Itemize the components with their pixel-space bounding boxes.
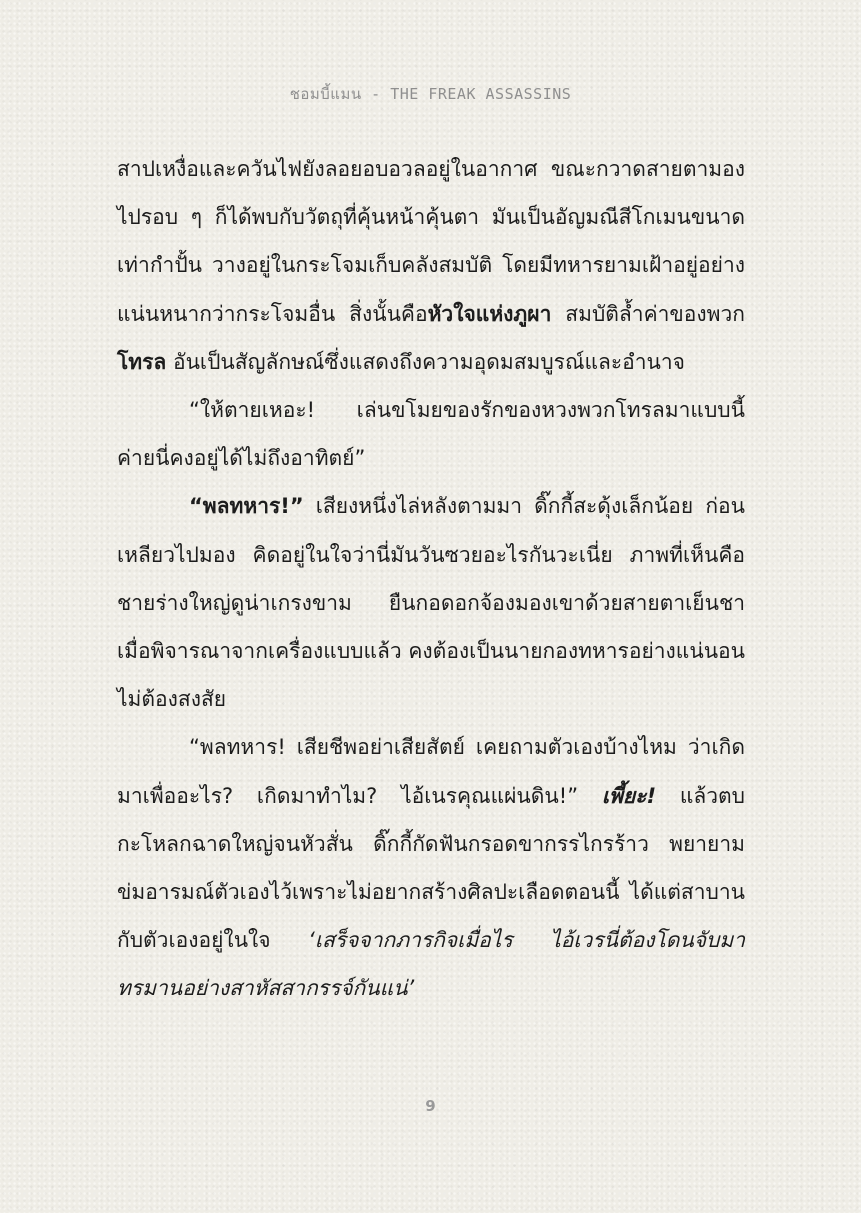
text-run: เพี้ยะ! — [601, 783, 657, 808]
text-run: “พลทหาร! เสียชีพอย่าเสียสัตย์ เคยถามตัวเองบ้างไหม ว่าเกิดมาเพื่ออะไร? เกิดมาทำไม? ไอ้เนรคุณแผ่นดิน!” — [117, 735, 745, 808]
paragraph — [117, 482, 745, 723]
paragraph — [117, 145, 745, 386]
paragraph — [117, 386, 745, 482]
body-text — [117, 145, 745, 1013]
text-run: “พลทหาร!” — [189, 494, 304, 519]
text-run: “ให้ตายเหอะ! เล่นขโมยของรักของหวงพวกโทรลมาแบบนี้ ค่ายนี่คงอยู่ได้ไม่ถึงอาทิตย์” — [117, 398, 745, 471]
text-run: ‘เสร็จจากภารกิจเมื่อไร ไอ้เวรนี่ต้องโดนจับมาทรมานอย่างสาหัสสากรรจ์กันแน่’ — [117, 928, 745, 1001]
text-run: หัวใจแห่งภูผา — [427, 301, 552, 326]
text-run: เสียงหนึ่งไล่หลังตามมา ดิ๊กกี้สะดุ้งเล็กน้อย ก่อนเหลียวไปมอง คิดอยู่ในใจว่านี่มันวันซวยอะไรกันวะเนี่ย ภาพที่เห็นคือชายร่างใหญ่ดูน่าเกรงขาม ยืนกอดอกจ้องมองเขาด้วยสายตาเย็นชา เมื่อพิจารณาจากเครื่องแบบแล้ว คงต้องเป็นนายกองทหารอย่างแน่นอนไม่ต้องสงสัย — [117, 494, 746, 712]
page-number: 9 — [425, 1097, 436, 1115]
text-run: อันเป็นสัญลักษณ์ซึ่งแสดงถึงความอุดมสมบูรณ์และอำนาจ — [166, 349, 685, 374]
paragraph — [117, 723, 745, 1012]
running-header: ชอมบี้แมน - THE FREAK ASSASSINS — [289, 85, 572, 103]
text-run: โทรล — [117, 349, 167, 374]
text-run: แล้วตบกะโหลกฉาดใหญ่จนหัวสั่น ดิ๊กกี้กัดฟันกรอดขากรรไกรร้าว พยายามข่มอารมณ์ตัวเองไว้เพราะไม่อยากสร้างศิลปะเลือดตอนนี้ ได้แต่สาบานกับตัวเองอยู่ในใจ — [117, 783, 745, 953]
text-run: สาปเหงื่อและควันไฟยังลอยอบอวลอยู่ในอากาศ ขณะกวาดสายตามองไปรอบ ๆ ก็ได้พบกับวัตถุที่คุ้นหน้าคุ้นตา มันเป็นอัญมณีสีโกเมนขนาดเท่ากำปั้น วางอยู่ในกระโจมเก็บคลังสมบัติ โดยมีทหารยามเฝ้าอยู่อย่างแน่นหนากว่ากระโจมอื่น สิ่งนั้นคือ — [117, 157, 745, 326]
text-run: สมบัติล้ำค่าของพวก — [551, 301, 745, 326]
